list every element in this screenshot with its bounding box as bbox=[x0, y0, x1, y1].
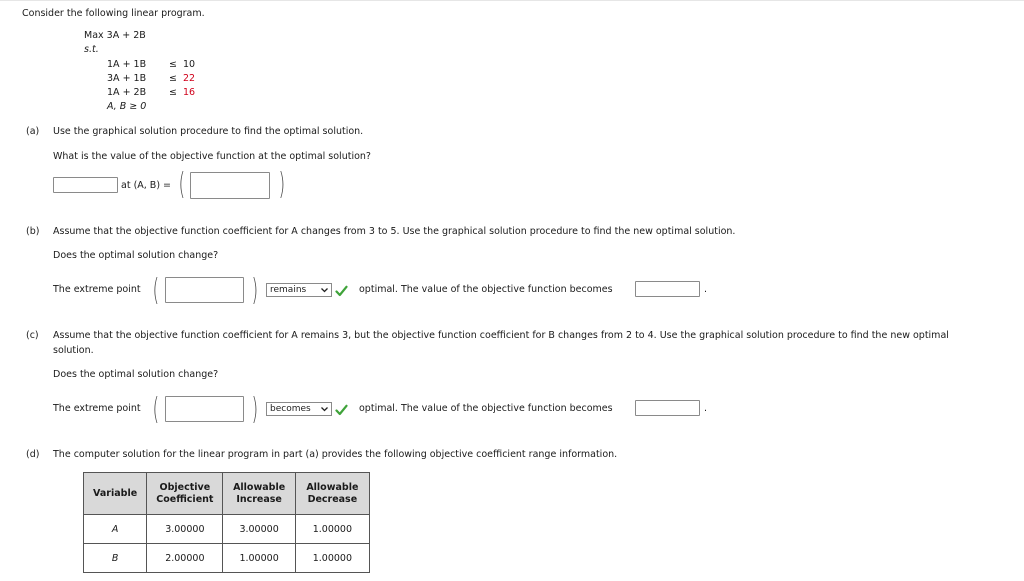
constraint-1-rhs: 10 bbox=[183, 59, 196, 70]
part-a-question: What is the value of the objective function at the optimal solution? bbox=[53, 151, 371, 162]
part-b-objective-value-input[interactable] bbox=[635, 281, 700, 297]
part-c-period: . bbox=[704, 403, 708, 414]
table-header-row bbox=[84, 473, 370, 515]
objective-line bbox=[84, 30, 146, 41]
part-c-objective-value-input[interactable] bbox=[635, 400, 700, 416]
constraint-3 bbox=[107, 87, 195, 98]
row-a-coefficient: 3.00000 bbox=[147, 515, 223, 544]
part-c-select-value: becomes bbox=[270, 404, 311, 414]
row-b-variable: B bbox=[84, 544, 147, 573]
constraint-2-lhs: 3A + 1B bbox=[107, 73, 147, 84]
intro-text: Consider the following linear program. bbox=[22, 8, 205, 19]
part-a-text: Use the graphical solution procedure to find the optimal solution. bbox=[53, 126, 364, 137]
check-icon bbox=[335, 404, 348, 416]
part-c-change-select[interactable] bbox=[266, 402, 332, 416]
constraint-3-rhs: 16 bbox=[183, 87, 196, 98]
st-label: s.t. bbox=[84, 44, 99, 55]
constraint-3-op: ≤ bbox=[169, 87, 177, 98]
constraint-2 bbox=[107, 73, 195, 84]
chevron-down-icon bbox=[320, 284, 329, 296]
part-b-question: Does the optimal solution change? bbox=[53, 250, 219, 261]
chevron-down-icon bbox=[320, 403, 329, 415]
part-b-close-paren: ) bbox=[251, 273, 259, 308]
part-b-point-input[interactable] bbox=[165, 277, 244, 303]
part-b-text: Assume that the objective function coefficient for A changes from 3 to 5. Use the graphical solution procedure to find the new optimal solution. bbox=[53, 226, 736, 237]
row-a-decrease: 1.00000 bbox=[295, 515, 369, 544]
part-c-after-text: optimal. The value of the objective function becomes bbox=[359, 403, 613, 414]
part-c-text-line2: solution. bbox=[53, 345, 94, 356]
part-b-extreme-label: The extreme point bbox=[53, 284, 141, 295]
constraint-2-op: ≤ bbox=[169, 73, 177, 84]
coefficient-range-table bbox=[83, 472, 370, 573]
row-b-coefficient: 2.00000 bbox=[147, 544, 223, 573]
row-b-decrease: 1.00000 bbox=[295, 544, 369, 573]
constraint-2-rhs: 22 bbox=[183, 73, 196, 84]
part-c-question: Does the optimal solution change? bbox=[53, 369, 219, 380]
part-b-open-paren: ( bbox=[152, 273, 160, 308]
header-allowable-increase: Allowable Increase bbox=[223, 473, 295, 515]
part-b-change-select[interactable] bbox=[266, 283, 332, 297]
check-icon bbox=[335, 285, 348, 297]
header-allowable-decrease: Allowable Decrease bbox=[295, 473, 369, 515]
constraint-3-lhs: 1A + 2B bbox=[107, 87, 147, 98]
part-b-after-text: optimal. The value of the objective function becomes bbox=[359, 284, 613, 295]
part-c-open-paren: ( bbox=[152, 392, 160, 427]
part-a-objective-value-input[interactable] bbox=[53, 177, 118, 193]
part-c-extreme-label: The extreme point bbox=[53, 403, 141, 414]
part-b-label: (b) bbox=[26, 226, 40, 237]
part-a-at-label: at (A, B) = bbox=[121, 180, 172, 191]
part-b-select-value: remains bbox=[270, 285, 307, 295]
part-c-close-paren: ) bbox=[251, 392, 259, 427]
part-c-point-input[interactable] bbox=[165, 396, 244, 422]
table-row bbox=[84, 515, 370, 544]
constraint-1-op: ≤ bbox=[169, 59, 177, 70]
part-a-label: (a) bbox=[26, 126, 40, 137]
part-c-label: (c) bbox=[26, 330, 39, 341]
part-b-period: . bbox=[704, 284, 708, 295]
part-c-text-line1: Assume that the objective function coefficient for A remains 3, but the objective function coefficient for B changes from 2 to 4. Use the graphical solution procedure to find the new optimal bbox=[53, 330, 949, 341]
row-a-variable: A bbox=[84, 515, 147, 544]
table-row bbox=[84, 544, 370, 573]
objective-text: Max 3A + 2B bbox=[84, 30, 146, 41]
header-objective-coefficient: Objective Coefficient bbox=[147, 473, 223, 515]
top-divider bbox=[0, 0, 1024, 1]
nonneg-constraint: A, B ≥ 0 bbox=[107, 101, 147, 112]
part-a-close-paren: ) bbox=[278, 167, 286, 202]
constraint-1 bbox=[107, 59, 195, 70]
header-variable: Variable bbox=[84, 473, 147, 515]
part-a-point-input[interactable] bbox=[190, 172, 270, 199]
part-d-text: The computer solution for the linear program in part (a) provides the following objective coefficient range information. bbox=[53, 449, 618, 460]
constraint-1-lhs: 1A + 1B bbox=[107, 59, 147, 70]
part-a-open-paren: ( bbox=[178, 167, 186, 202]
row-a-increase: 3.00000 bbox=[223, 515, 295, 544]
row-b-increase: 1.00000 bbox=[223, 544, 295, 573]
part-d-label: (d) bbox=[26, 449, 40, 460]
